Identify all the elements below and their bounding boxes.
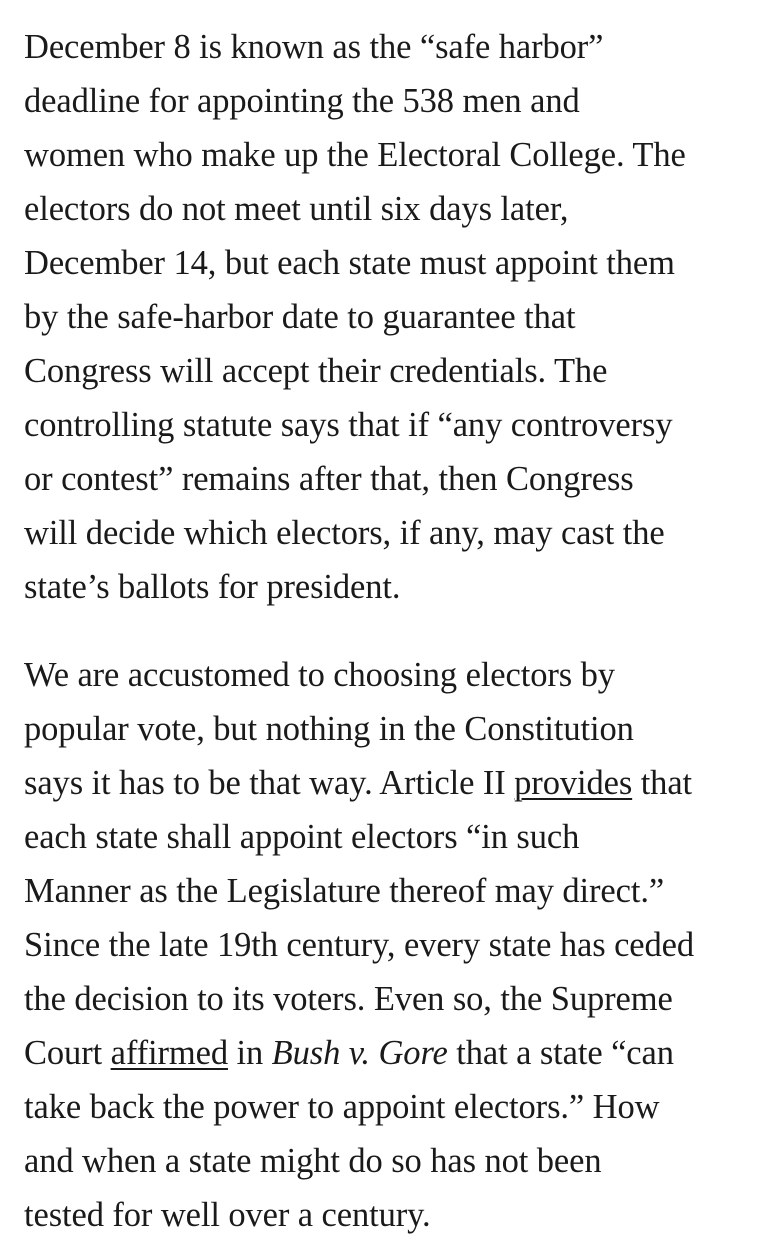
- paragraph-choosing-electors: [24, 648, 745, 1242]
- text-line: Manner as the Legislature thereof may direct.”: [24, 872, 665, 910]
- text-line: women who make up the Electoral College. The: [24, 136, 686, 174]
- text-segment: that: [632, 764, 693, 802]
- text-line: deadline for appointing the 538 men and: [24, 82, 580, 120]
- paragraph-safe-harbor: [24, 20, 745, 614]
- text-line: tested for well over a century.: [24, 1196, 431, 1234]
- text-line: Congress will accept their credentials. The: [24, 352, 608, 390]
- text-line: by the safe-harbor date to guarantee that: [24, 298, 576, 336]
- text-line: or contest” remains after that, then Congress: [24, 460, 634, 498]
- text-line: [24, 756, 745, 810]
- text-line: December 8 is known as the “safe harbor”: [24, 28, 604, 66]
- text-line: Since the late 19th century, every state has ceded: [24, 926, 695, 964]
- text-segment: in: [227, 1034, 272, 1072]
- text-line: electors do not meet until six days later,: [24, 190, 569, 228]
- text-line: December 14, but each state must appoint them: [24, 244, 675, 282]
- text-line: state’s ballots for president.: [24, 568, 401, 606]
- case-name: Bush v. Gore: [271, 1034, 448, 1072]
- text-line: controlling statute says that if “any controversy: [24, 406, 673, 444]
- text-line: each state shall appoint electors “in such: [24, 818, 580, 856]
- text-line: We are accustomed to choosing electors by: [24, 656, 615, 694]
- text-segment: that a state “can: [447, 1034, 674, 1072]
- affirmed-link[interactable]: affirmed: [110, 1034, 228, 1072]
- text-line: the decision to its voters. Even so, the Supreme: [24, 980, 673, 1018]
- text-line: and when a state might do so has not been: [24, 1142, 602, 1180]
- text-line: [24, 1026, 745, 1080]
- provides-link[interactable]: provides: [514, 764, 633, 802]
- text-line: popular vote, but nothing in the Constitution: [24, 710, 634, 748]
- text-line: will decide which electors, if any, may cast the: [24, 514, 665, 552]
- text-line: take back the power to appoint electors.” How: [24, 1088, 660, 1126]
- text-segment: says it has to be that way. Article II: [24, 764, 515, 802]
- text-segment: Court: [24, 1034, 111, 1072]
